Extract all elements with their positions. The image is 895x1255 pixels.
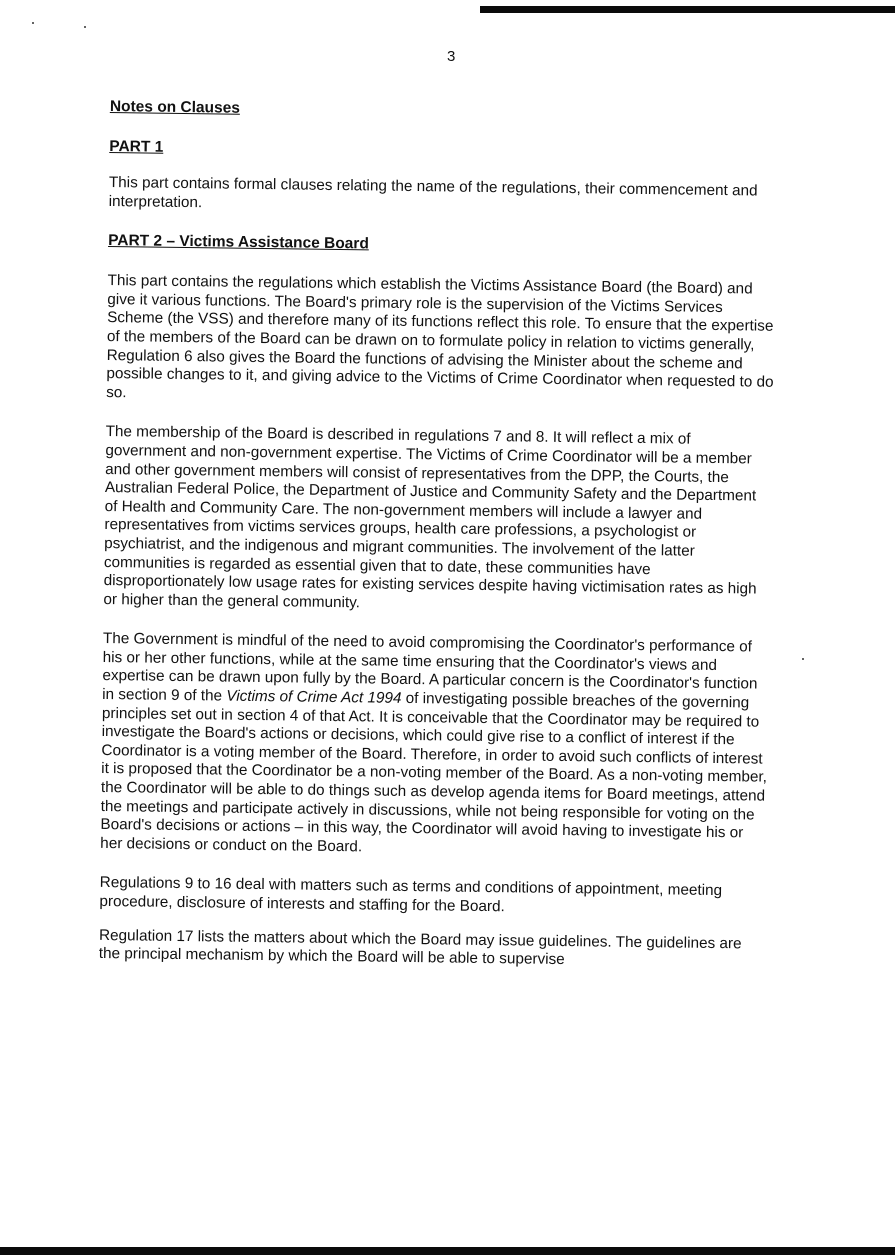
paragraph-text: of investigating possible breaches of the governing principles set out in section 4 of that Act. It is conceivable that the Coordinator may be required to investigate the Board's actions or decisions, which could give rise to a conflict of interest if the Coordinator is a voting member of the Board. Therefore, in order to avoid such conflicts of interest it is proposed that the Coordinator be a non-voting member of the Board. As a non-voting member, the Coordinator will be able to do things such as develop agenda items for Board meetings, attend the meetings and participate actively in discussions, while not being responsible for voting on the Board's decisions or actions – in this way, the Coordinator will avoid having to investigate his or her decisions or conduct on the Board. xyxy=(100,689,768,856)
part1-heading: PART 1 xyxy=(109,137,164,156)
scan-edge-bottom xyxy=(0,1247,895,1255)
part2-paragraph-3 xyxy=(100,630,771,862)
part2-heading: PART 2 – Victims Assistance Board xyxy=(108,232,369,253)
scan-edge-top xyxy=(480,6,895,13)
scan-speck xyxy=(32,22,34,24)
part2-paragraph-1: This part contains the regulations which establish the Victims Assistance Board (the Board) and give it various functions. The Board's primary role is the supervision of the Victims Services Scheme (the VSS) and therefore many of its functions reflect this role. To ensure that the expertise of the members of the Board can be drawn on to formulate policy in relation to victims generally, Regulation 6 also gives the Board the functions of advising the Minister about the scheme and possible changes to it, and giving advice to the Victims of Crime Coordinator when requested to do so. xyxy=(106,272,774,401)
paragraph-text: The Government is mindful of the need to avoid compromising the Coordinator's performance of his or her other functions, while at the same time ensuring that the Coordinator's views and expertise can be drawn upon fully by the Board. A particular concern is the Coordinator's function in section 9 of the xyxy=(102,630,758,705)
notes-heading: Notes on Clauses xyxy=(109,98,241,117)
part2-paragraph-4: Regulations 9 to 16 deal with matters such as terms and conditions of appointment, meeting procedure, disclosure of interests and staffing for the Board. xyxy=(99,874,723,916)
part2-paragraph-2: The membership of the Board is described in regulations 7 and 8. It will reflect a mix of government and non-government expertise. The Victims of Crime Coordinator will be a member and other government members will consist of representatives from the DPP, the Courts, the Australian Federal Police, the Department of Justice and Community Safety and the Department of Health and Community Care. The non-government members will include a lawyer and representatives from victims services groups, health care professions, a psychologist or psychiatrist, and the indigenous and migrant communities. The involvement of the latter communities is regarded as essential given that to date, these communities have disproportionately low usage rates for existing services despite having victimisation rates as high or higher than the general community. xyxy=(103,423,757,612)
part2-paragraph-5: Regulation 17 lists the matters about which the Board may issue guidelines. The guidelines are the principal mechanism by which the Board will be able to supervise xyxy=(98,926,742,969)
scan-speck xyxy=(802,658,804,660)
part1-paragraph: This part contains formal clauses relating the name of the regulations, their commencement and interpretation. xyxy=(108,173,758,211)
document-body xyxy=(98,98,778,993)
page-number: 3 xyxy=(447,48,456,65)
act-title: Victims of Crime Act 1994 xyxy=(226,687,402,707)
scan-speck xyxy=(84,26,86,28)
